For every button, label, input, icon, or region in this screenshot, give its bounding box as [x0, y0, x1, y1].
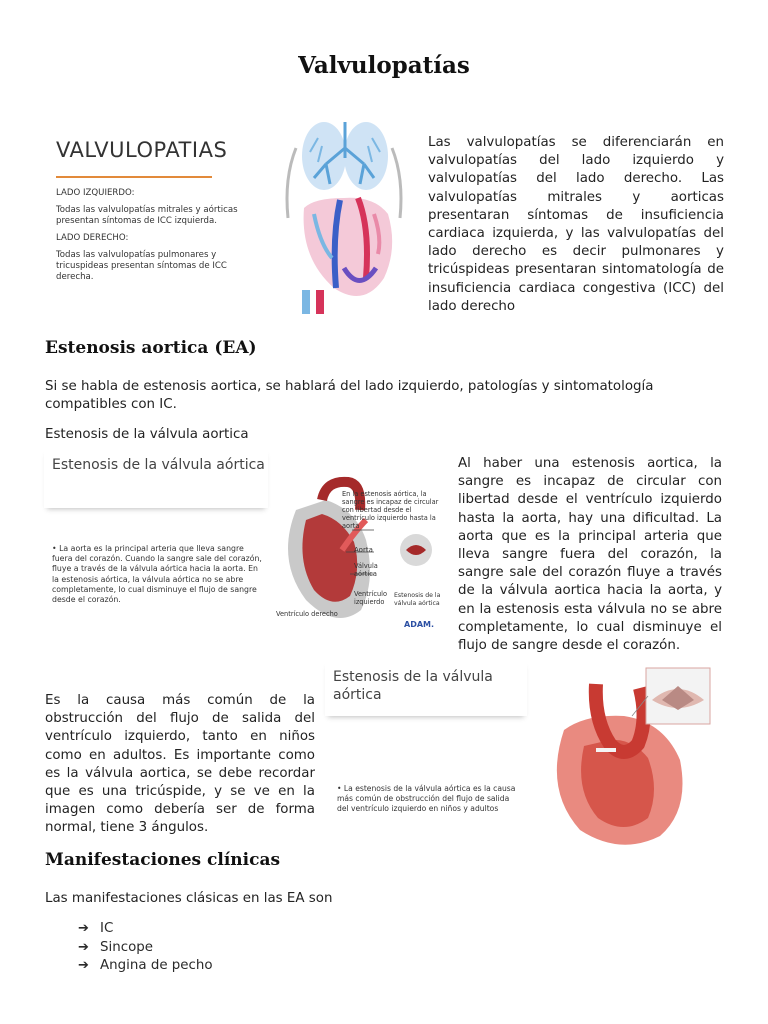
- aortic-stenosis-slide-2: [325, 660, 527, 835]
- slide-title: VALVULOPATIAS: [56, 138, 228, 162]
- slide-body: [56, 188, 256, 289]
- arrow-right-icon: ➔: [78, 958, 89, 974]
- cause-paragraph: Es la causa más común de la obstrucción del flujo de salida del ventrículo izquierdo, tanto en niños como en adultos. Es importante como es la válvula aortica, se debe recordar que es una tricúspide, y se ve en la imagen como debería ser de forma normal, tiene 3 ángulos.: [45, 693, 315, 836]
- right-side-label: LADO DERECHO:: [56, 233, 129, 243]
- flow-paragraph: Al haber una estenosis aortica, la sangre es incapaz de circular con libertad desde el ventrículo izquierdo hasta la aorta, hay una dificultad. La aorta que es la principal arteria que lleva sangre fuera del corazón, la sangre sale del corazón fluye a través de la válvula aortica hacia la aorta, y en la estenosis esta válvula no se abre completamente, lo cual disminuye el flujo de sangre desde el corazón.: [458, 456, 722, 654]
- section-heading-ea: Estenosis aortica (EA): [45, 338, 257, 358]
- page-title: Valvulopatías: [298, 52, 470, 79]
- list-item-text: Angina de pecho: [100, 958, 213, 974]
- aortic-stenosis-heart-diagram: [266, 470, 446, 638]
- arrow-right-icon: ➔: [78, 939, 89, 955]
- heart-note: En la estenosis aórtica, la sangre es incapaz de circular con libertad desde el ventrículo izquierdo hasta la aorta: [342, 490, 439, 530]
- list-item: [78, 939, 213, 958]
- slide-header: [325, 660, 527, 716]
- list-item: [78, 920, 213, 939]
- aortic-stenosis-slide-1: [44, 448, 268, 638]
- label-aorta: Aorta: [354, 546, 373, 554]
- label-left-ventricle: Ventrículo izquierdo: [354, 590, 388, 606]
- ea-intro-paragraph: Si se habla de estenosis aortica, se hablará del lado izquierdo, patologías y sintomatología compatibles con IC.: [45, 379, 654, 413]
- slide-bullet: • La estenosis de la válvula aórtica es la causa más común de obstrucción del flujo de salida del ventrículo izquierdo en niños y adultos: [337, 784, 516, 813]
- manifestations-list: [78, 920, 213, 976]
- manifestations-intro: Las manifestaciones clásicas en las EA son: [45, 891, 333, 906]
- valvulopatias-slide: [40, 118, 268, 308]
- slide-header-title: Estenosis de la válvula aórtica: [52, 457, 265, 473]
- slide-title-underline: [56, 176, 212, 178]
- list-item-text: IC: [100, 921, 114, 936]
- left-side-label: LADO IZQUIERDO:: [56, 188, 135, 198]
- label-aortic-valve: Válvula aórtica: [354, 562, 378, 578]
- label-right-ventricle: Ventrículo derecho: [276, 610, 338, 618]
- right-side-text: Todas las valvulopatías pulmonares y tricuspideas presentan síntomas de ICC derecha.: [56, 250, 227, 282]
- left-side-text: Todas las valvulopatías mitrales y aórticas presentan síntomas de ICC izquierda.: [56, 205, 238, 226]
- slide-bullet: • La aorta es la principal arteria que lleva sangre fuera del corazón. Cuando la sangre sale del corazón, fluye a través de la válvula aórtica hacia la aorta. En la estenosis aórtica, la válvula aórtica no se abre completamente, lo cual disminuye el flujo de sangre desde el corazón.: [52, 544, 262, 605]
- list-item: [78, 957, 213, 976]
- ea-image-caption: Estenosis de la válvula aortica: [45, 427, 249, 442]
- section-heading-manifestations: Manifestaciones clínicas: [45, 850, 281, 870]
- arrow-right-icon: ➔: [78, 921, 89, 936]
- slide-header-title: Estenosis de la válvula aórtica: [333, 669, 493, 703]
- slide-header: [44, 448, 268, 508]
- aortic-valve-heart-illustration: [540, 660, 720, 856]
- intro-paragraph: Las valvulopatías se diferenciarán en valvulopatías del lado izquierdo y valvulopatías del lado derecho. Las valvulopatías mitrales y aorticas presentaran síntomas de insuficiencia cardiaca izquierda, y las valvulopatías del lado derecho es decir pulmonares y tricúspideas presentaran sintomatología de insuficiencia cardiaca congestiva (ICC) del lado derecho: [428, 135, 724, 314]
- label-stenosis: Estenosis de la válvula aórtica: [394, 592, 441, 607]
- circulation-illustration: [274, 118, 414, 318]
- adam-brand: ADAM.: [404, 620, 435, 629]
- list-item-text: Sincope: [100, 939, 154, 955]
